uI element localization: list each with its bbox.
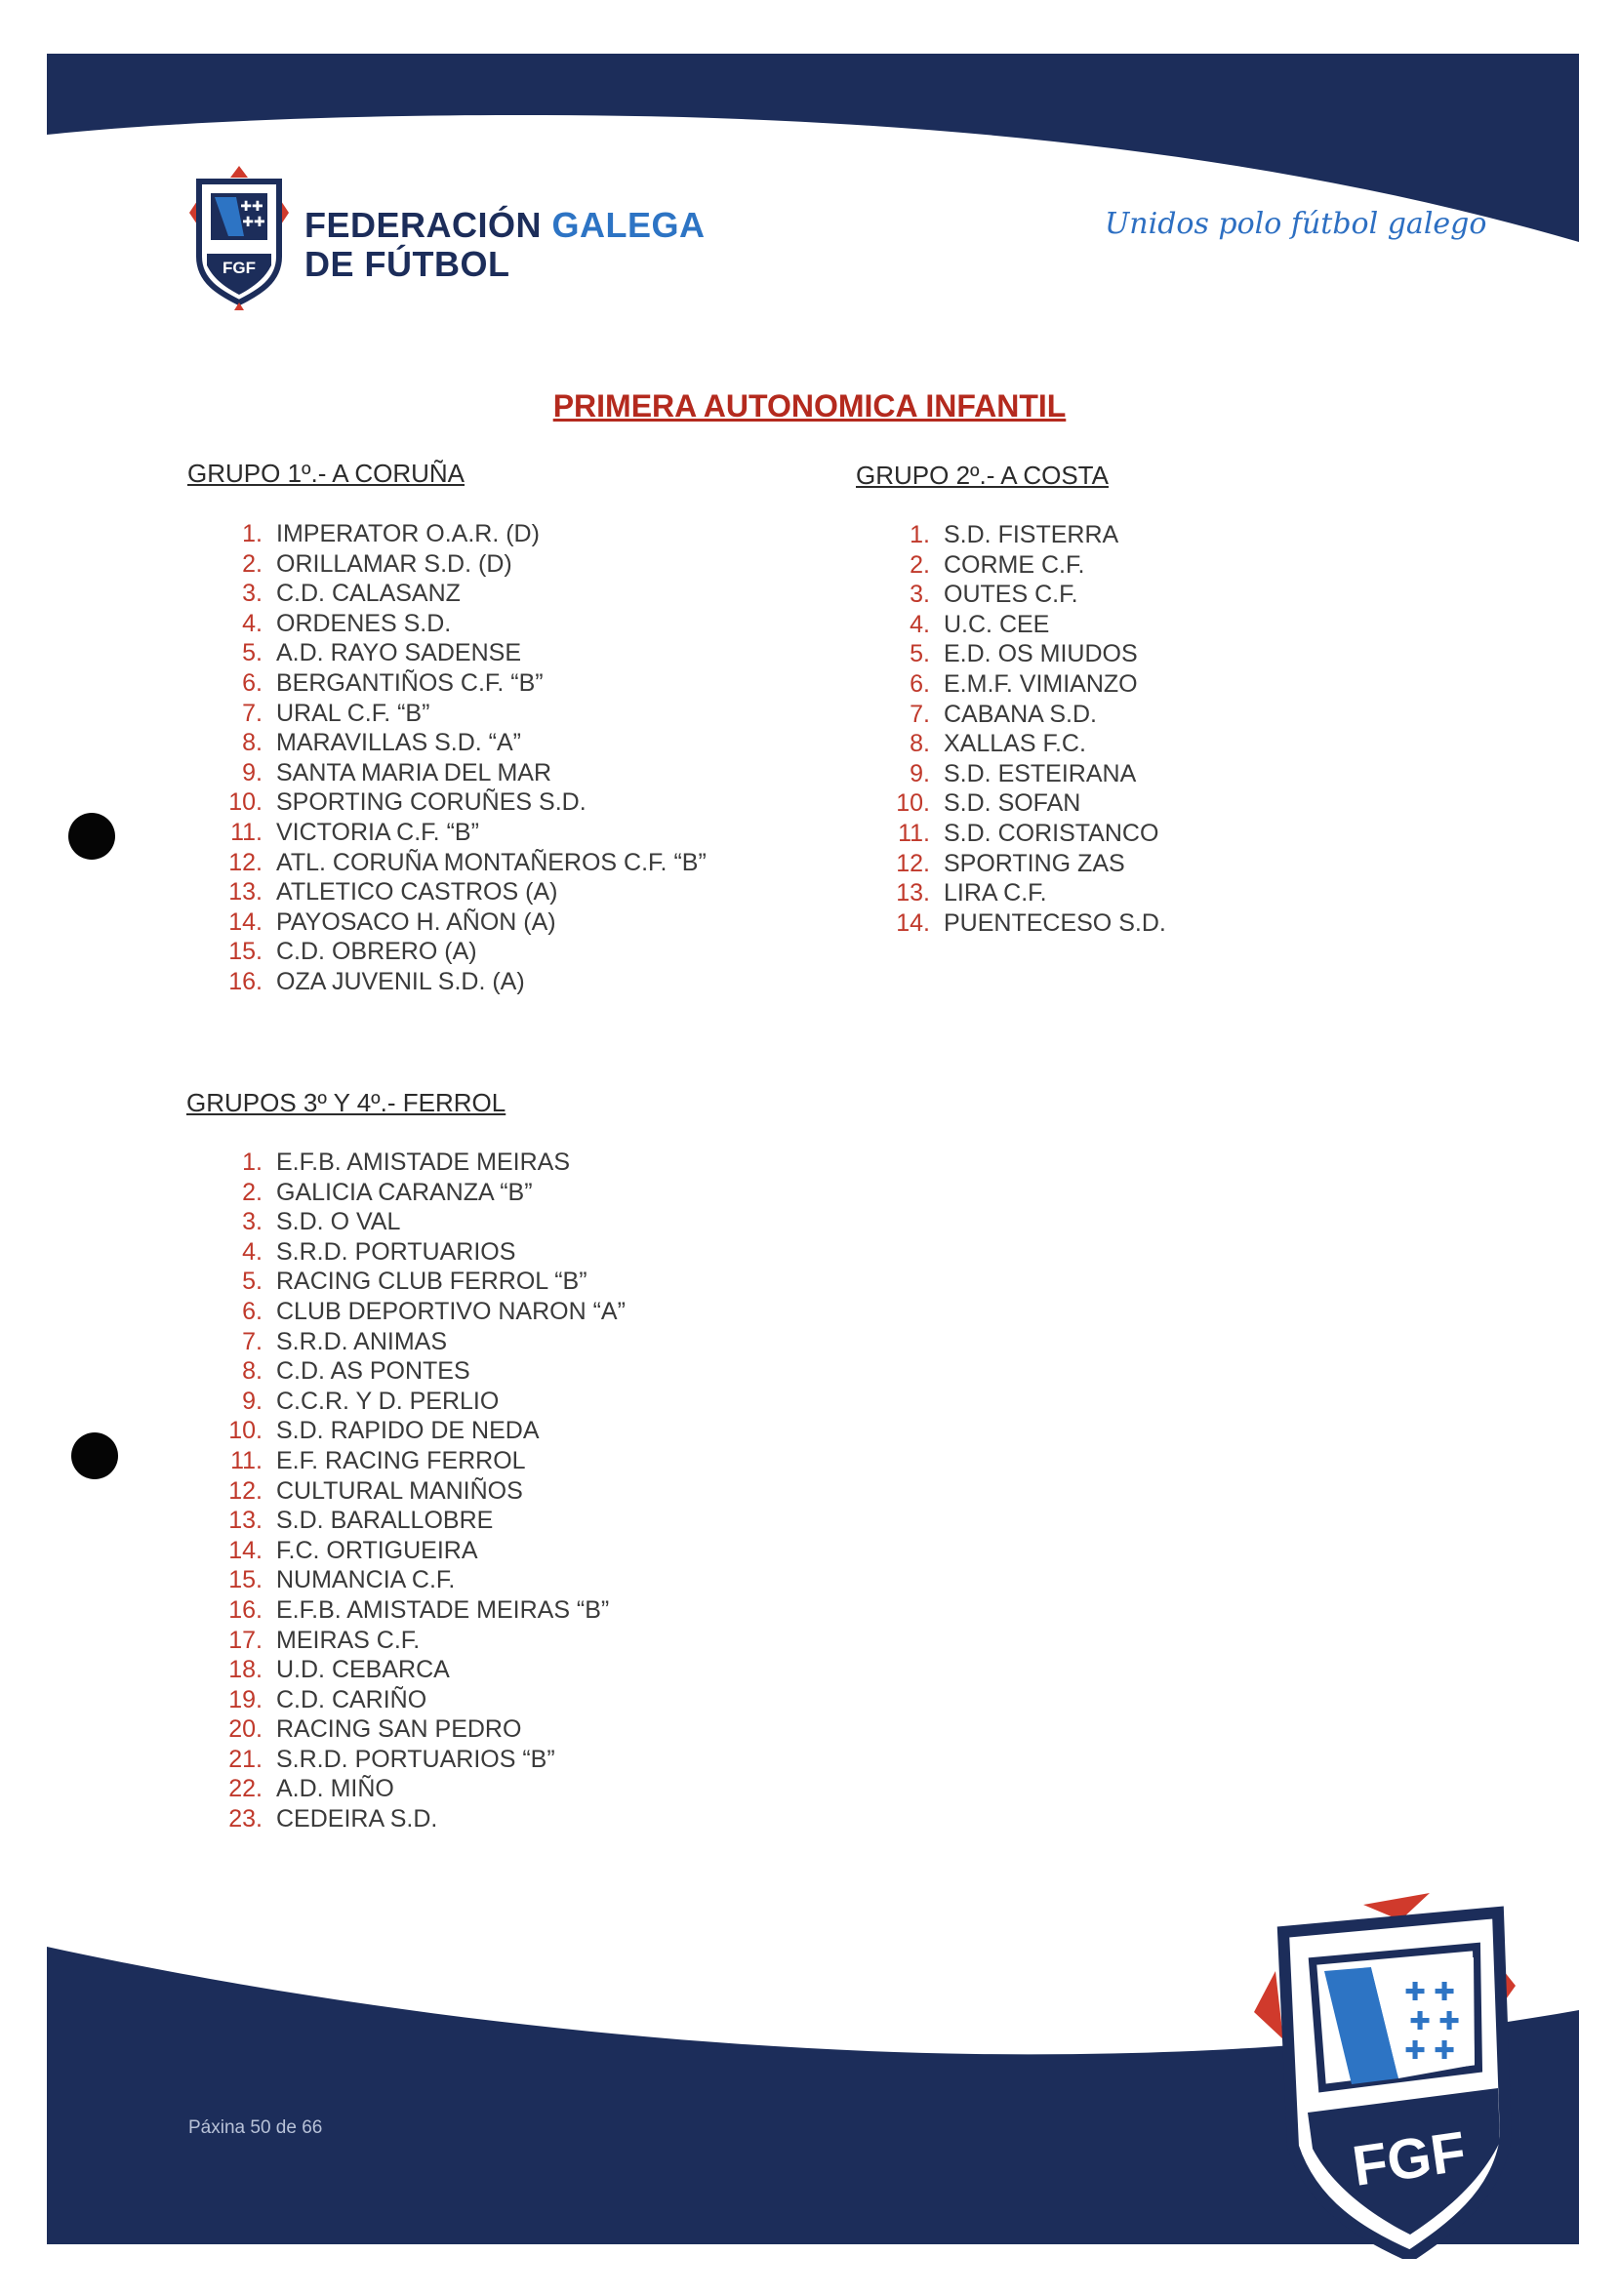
team-number: 8. [910, 730, 930, 758]
page-title-text: PRIMERA AUTONOMICA INFANTIL [552, 388, 1067, 423]
team-list-item [890, 908, 1166, 939]
team-list-item [223, 699, 707, 729]
federation-name-part2: GALEGA [551, 205, 706, 245]
team-number: 16. [228, 1595, 263, 1624]
team-list-item [223, 549, 707, 580]
federation-name-line1 [304, 205, 706, 246]
team-list-item [223, 787, 707, 818]
team-number: 22. [228, 1775, 263, 1803]
team-name: BERGANTIÑOS C.F. “B” [276, 668, 544, 697]
team-number: 14. [896, 908, 930, 937]
team-name: E.F.B. AMISTADE MEIRAS “B” [276, 1595, 610, 1624]
team-number: 11. [230, 1446, 263, 1474]
team-name: MEIRAS C.F. [276, 1626, 421, 1654]
team-name: OZA JUVENIL S.D. (A) [276, 967, 525, 995]
group-2-heading: GRUPO 2º.- A COSTA [856, 461, 1109, 490]
team-list-item [223, 877, 707, 907]
team-list-item [223, 818, 707, 848]
team-name: ORDENES S.D. [276, 609, 452, 637]
svg-text:✚✚: ✚✚ [242, 215, 265, 230]
page-number: Páxina 50 de 66 [188, 2117, 323, 2138]
team-name: S.D. ESTEIRANA [944, 759, 1137, 787]
team-name: OUTES C.F. [944, 581, 1078, 609]
team-name: GALICIA CARANZA “B” [276, 1178, 533, 1206]
team-number: 6. [910, 669, 930, 698]
team-list-item [890, 580, 1166, 610]
team-list-item [223, 1774, 626, 1804]
team-list-item [223, 967, 707, 997]
team-name: S.R.D. PORTUARIOS “B” [276, 1745, 555, 1773]
team-number: 16. [228, 967, 263, 995]
team-list-item [223, 1714, 626, 1745]
team-list-item [223, 1446, 626, 1476]
team-name: C.D. OBRERO (A) [276, 938, 477, 966]
team-list-item [223, 907, 707, 938]
team-number: 3. [242, 1208, 263, 1236]
team-list-item [890, 759, 1166, 789]
team-list-item [223, 1356, 626, 1387]
team-list-item [890, 700, 1166, 730]
team-list-item [223, 1506, 626, 1536]
team-number: 6. [242, 1297, 263, 1325]
team-list-item [223, 609, 707, 639]
team-number: 8. [242, 729, 263, 757]
punch-hole [68, 813, 115, 860]
team-number: 19. [228, 1685, 263, 1713]
team-number: 4. [242, 1237, 263, 1266]
team-name: S.D. CORISTANCO [944, 819, 1159, 847]
svg-text:✚ ✚: ✚ ✚ [1404, 2036, 1455, 2066]
team-number: 7. [910, 700, 930, 728]
team-number: 4. [242, 609, 263, 637]
team-number: 14. [228, 1536, 263, 1564]
team-number: 7. [242, 1327, 263, 1355]
team-number: 10. [228, 788, 263, 817]
team-name: C.D. CALASANZ [276, 580, 461, 608]
team-list-item [223, 728, 707, 758]
team-number: 1. [242, 520, 263, 547]
team-number: 13. [896, 879, 930, 907]
team-name: URAL C.F. “B” [276, 699, 430, 727]
team-number: 2. [910, 550, 930, 579]
team-list-item [223, 1237, 626, 1268]
team-name: CULTURAL MANIÑOS [276, 1476, 523, 1505]
team-list-item [890, 610, 1166, 640]
team-list-item [890, 878, 1166, 908]
team-name: CLUB DEPORTIVO NARON “A” [276, 1297, 626, 1325]
team-number: 9. [242, 758, 263, 786]
team-name: SANTA MARIA DEL MAR [276, 758, 552, 786]
team-list-item [223, 1655, 626, 1685]
team-number: 23. [228, 1805, 263, 1833]
team-list-item [223, 1178, 626, 1208]
team-name: S.D. SOFAN [944, 789, 1081, 818]
group-2-team-list [890, 520, 1166, 938]
team-list-item [890, 639, 1166, 669]
federation-name-line2: DE FÚTBOL [304, 244, 510, 284]
punch-hole [71, 1432, 118, 1479]
team-name: ATLETICO CASTROS (A) [276, 878, 558, 906]
team-list-item [890, 550, 1166, 581]
team-list-item [890, 788, 1166, 819]
team-name: PAYOSACO H. AÑON (A) [276, 907, 556, 936]
team-number: 5. [910, 640, 930, 668]
team-list-item [223, 1685, 626, 1715]
team-list-item [223, 579, 707, 609]
team-number: 3. [242, 580, 263, 608]
team-name: RACING SAN PEDRO [276, 1715, 522, 1744]
team-name: RACING CLUB FERROL “B” [276, 1268, 587, 1296]
team-list-item [890, 729, 1166, 759]
team-name: A.D. MIÑO [276, 1775, 394, 1803]
team-name: U.C. CEE [944, 610, 1050, 638]
team-number: 4. [910, 610, 930, 638]
team-name: C.D. AS PONTES [276, 1357, 470, 1386]
team-name: LIRA C.F. [944, 879, 1047, 907]
team-name: C.D. CARIÑO [276, 1685, 427, 1713]
team-list-item [223, 1327, 626, 1357]
team-number: 15. [228, 1566, 263, 1594]
team-list-item [223, 1804, 626, 1834]
team-name: NUMANCIA C.F. [276, 1566, 456, 1594]
team-list-item [223, 937, 707, 967]
team-number: 5. [242, 639, 263, 667]
team-number: 17. [228, 1626, 263, 1654]
team-name: S.D. FISTERRA [944, 521, 1119, 548]
group-1-heading: GRUPO 1º.- A CORUÑA [187, 459, 465, 488]
svg-text:✚ ✚: ✚ ✚ [1404, 1978, 1455, 2007]
group-1-team-list [223, 519, 707, 997]
team-name: IMPERATOR O.A.R. (D) [276, 520, 540, 547]
group-3-4-heading: GRUPOS 3º Y 4º.- FERROL [186, 1088, 506, 1117]
logo-badge-text: FGF [223, 259, 256, 277]
team-list-item [223, 848, 707, 878]
team-name: A.D. RAYO SADENSE [276, 639, 521, 667]
svg-text:✚✚: ✚✚ [240, 199, 263, 215]
team-number: 2. [242, 549, 263, 578]
team-list-item [223, 519, 707, 549]
team-number: 11. [230, 818, 263, 846]
svg-text:✚ ✚: ✚ ✚ [1409, 2007, 1460, 2036]
team-name: CORME C.F. [944, 550, 1085, 579]
team-number: 13. [228, 1507, 263, 1535]
team-number: 12. [896, 849, 930, 877]
team-name: XALLAS F.C. [944, 730, 1086, 758]
team-name: U.D. CEBARCA [276, 1656, 450, 1684]
team-name: SPORTING CORUÑES S.D. [276, 788, 587, 817]
team-number: 10. [896, 789, 930, 818]
team-number: 21. [228, 1745, 263, 1773]
page-title [0, 388, 1619, 424]
team-name: S.R.D. ANIMAS [276, 1327, 448, 1355]
team-name: S.D. BARALLOBRE [276, 1507, 494, 1535]
team-number: 10. [228, 1417, 263, 1445]
team-list-item [223, 1387, 626, 1417]
team-list-item [890, 849, 1166, 879]
team-number: 6. [242, 668, 263, 697]
team-number: 5. [242, 1268, 263, 1296]
team-number: 8. [242, 1357, 263, 1386]
fgf-logo-icon [185, 164, 293, 310]
team-name: CABANA S.D. [944, 700, 1097, 728]
team-list-item [890, 669, 1166, 700]
team-name: E.F. RACING FERROL [276, 1446, 526, 1474]
team-number: 18. [228, 1656, 263, 1684]
team-list-item [223, 638, 707, 668]
team-number: 3. [910, 581, 930, 609]
team-list-item [223, 758, 707, 788]
slogan: Unidos polo fútbol galego [1105, 207, 1487, 241]
team-list-item [223, 1626, 626, 1656]
team-number: 13. [228, 878, 263, 906]
team-name: SPORTING ZAS [944, 849, 1125, 877]
team-name: S.R.D. PORTUARIOS [276, 1237, 516, 1266]
team-name: S.D. O VAL [276, 1208, 401, 1236]
team-name: PUENTECESO S.D. [944, 908, 1166, 937]
team-name: VICTORIA C.F. “B” [276, 818, 479, 846]
fgf-crest-icon [1254, 1893, 1522, 2259]
team-list-item [223, 1476, 626, 1507]
team-number: 15. [228, 938, 263, 966]
federation-name-part1: FEDERACIÓN [304, 205, 543, 245]
group-3-4-team-list [223, 1148, 626, 1834]
team-number: 1. [910, 521, 930, 548]
team-number: 2. [242, 1178, 263, 1206]
team-list-item [223, 1207, 626, 1237]
team-name: E.D. OS MIUDOS [944, 640, 1138, 668]
team-name: C.C.R. Y D. PERLIO [276, 1387, 500, 1415]
team-list-item [223, 1148, 626, 1178]
team-list-item [223, 1745, 626, 1775]
team-number: 20. [228, 1715, 263, 1744]
team-name: S.D. RAPIDO DE NEDA [276, 1417, 540, 1445]
team-list-item [223, 1416, 626, 1446]
team-list-item [223, 1536, 626, 1566]
team-list-item [223, 1267, 626, 1297]
team-name: ATL. CORUÑA MONTAÑEROS C.F. “B” [276, 848, 707, 876]
team-number: 9. [242, 1387, 263, 1415]
team-number: 12. [228, 1476, 263, 1505]
team-number: 14. [228, 907, 263, 936]
team-number: 11. [898, 819, 930, 847]
team-name: F.C. ORTIGUEIRA [276, 1536, 478, 1564]
team-list-item [223, 1595, 626, 1626]
team-list-item [890, 819, 1166, 849]
team-name: ORILLAMAR S.D. (D) [276, 549, 512, 578]
team-name: E.F.B. AMISTADE MEIRAS [276, 1148, 570, 1176]
team-name: E.M.F. VIMIANZO [944, 669, 1138, 698]
team-number: 12. [228, 848, 263, 876]
team-number: 9. [910, 759, 930, 787]
team-list-item [890, 520, 1166, 550]
team-list-item [223, 1565, 626, 1595]
team-name: MARAVILLAS S.D. “A” [276, 729, 521, 757]
crest-badge-text: FGF [1349, 2119, 1470, 2198]
team-name: CEDEIRA S.D. [276, 1805, 438, 1833]
team-list-item [223, 1297, 626, 1327]
team-list-item [223, 668, 707, 699]
team-number: 7. [242, 699, 263, 727]
team-number: 1. [242, 1148, 263, 1176]
